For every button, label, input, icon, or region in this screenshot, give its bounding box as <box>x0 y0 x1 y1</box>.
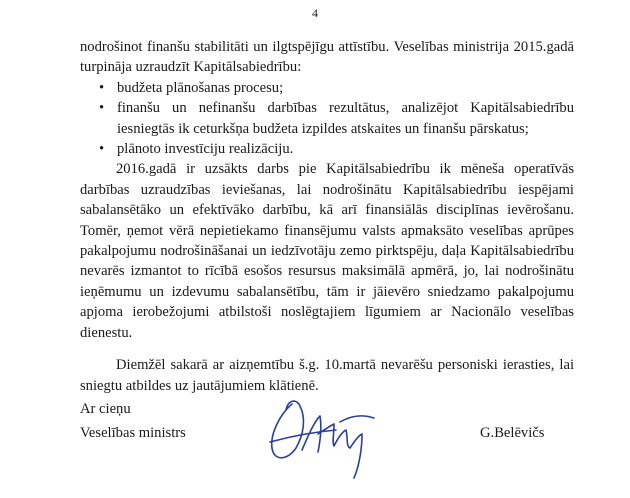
bullet-icon: • <box>99 100 105 117</box>
handwritten-signature <box>262 386 402 486</box>
signer-title: Veselības ministrs <box>80 425 186 441</box>
signature-stroke <box>340 416 374 422</box>
signature-stroke <box>318 424 362 478</box>
intro-paragraph: nodrošinot finanšu stabilitāti un ilgtspējīgu attīstību. Veselības ministrija 2015.gadā turpināja uzraudzīt Kapitālsabiedrību: <box>80 39 574 76</box>
page-number: 4 <box>312 6 318 20</box>
monitoring-2016-paragraph: 2016.gadā ir uzsākts darbs pie Kapitālsabiedrību ik mēneša operatīvās darbības uzraudzības ieviešanas, lai nodrošinātu Kapitālsabiedrību iespējami sabalansētāko un efektīvāko darbību, kā arī finansiālās disciplīnas ievērošanu. Tomēr, ņemot vērā nepietiekamo finansējumu valsts apmaksāto veselības aprūpes pakalpojumu nodrošināšanai un iedzīvotāju zemo pirktspēju, daļa Kapitālsabiedrību nevarēs izmantot to rīcībā esošos resursus maksimālā apmērā, jo, lai nodrošinātu ieņēmumu un izdevumu sabalansētību, tām ir jāievēro sniedzamo pakalpojumu apjoma ierobežojumi atbilstoši noslēgtajiem līgumiem ar Nacionālo veselības dienestu. <box>80 161 574 341</box>
closing-salutation: Ar cieņu <box>80 401 131 417</box>
monitoring-list <box>80 78 574 160</box>
paragraph-spacer <box>80 343 574 355</box>
closing-block <box>80 397 186 445</box>
signer-name: G.Belēvičs <box>480 425 545 441</box>
list-item <box>80 78 574 98</box>
bullet-icon: • <box>99 79 105 96</box>
list-item-text: budžeta plānošanas procesu; <box>117 79 284 96</box>
list-item-text: plānoto investīciju realizāciju. <box>117 141 294 158</box>
signature-stroke <box>272 401 304 458</box>
regret-paragraph: Diemžēl sakarā ar aizņemtību š.g. 10.martā nevarēšu personiski ierasties, lai sniegtu atbildes uz jautājumiem klātienē. <box>80 357 574 394</box>
list-item-text: finanšu un nefinanšu darbības rezultātus, analizējot Kapitālsabiedrību iesniegtās ik ceturkšņa budžeta izpildes atskaites un finanšu pārskatus; <box>117 100 574 137</box>
list-item <box>80 139 574 159</box>
list-item <box>80 98 574 139</box>
bullet-icon: • <box>99 141 105 158</box>
letter-body <box>80 37 574 396</box>
